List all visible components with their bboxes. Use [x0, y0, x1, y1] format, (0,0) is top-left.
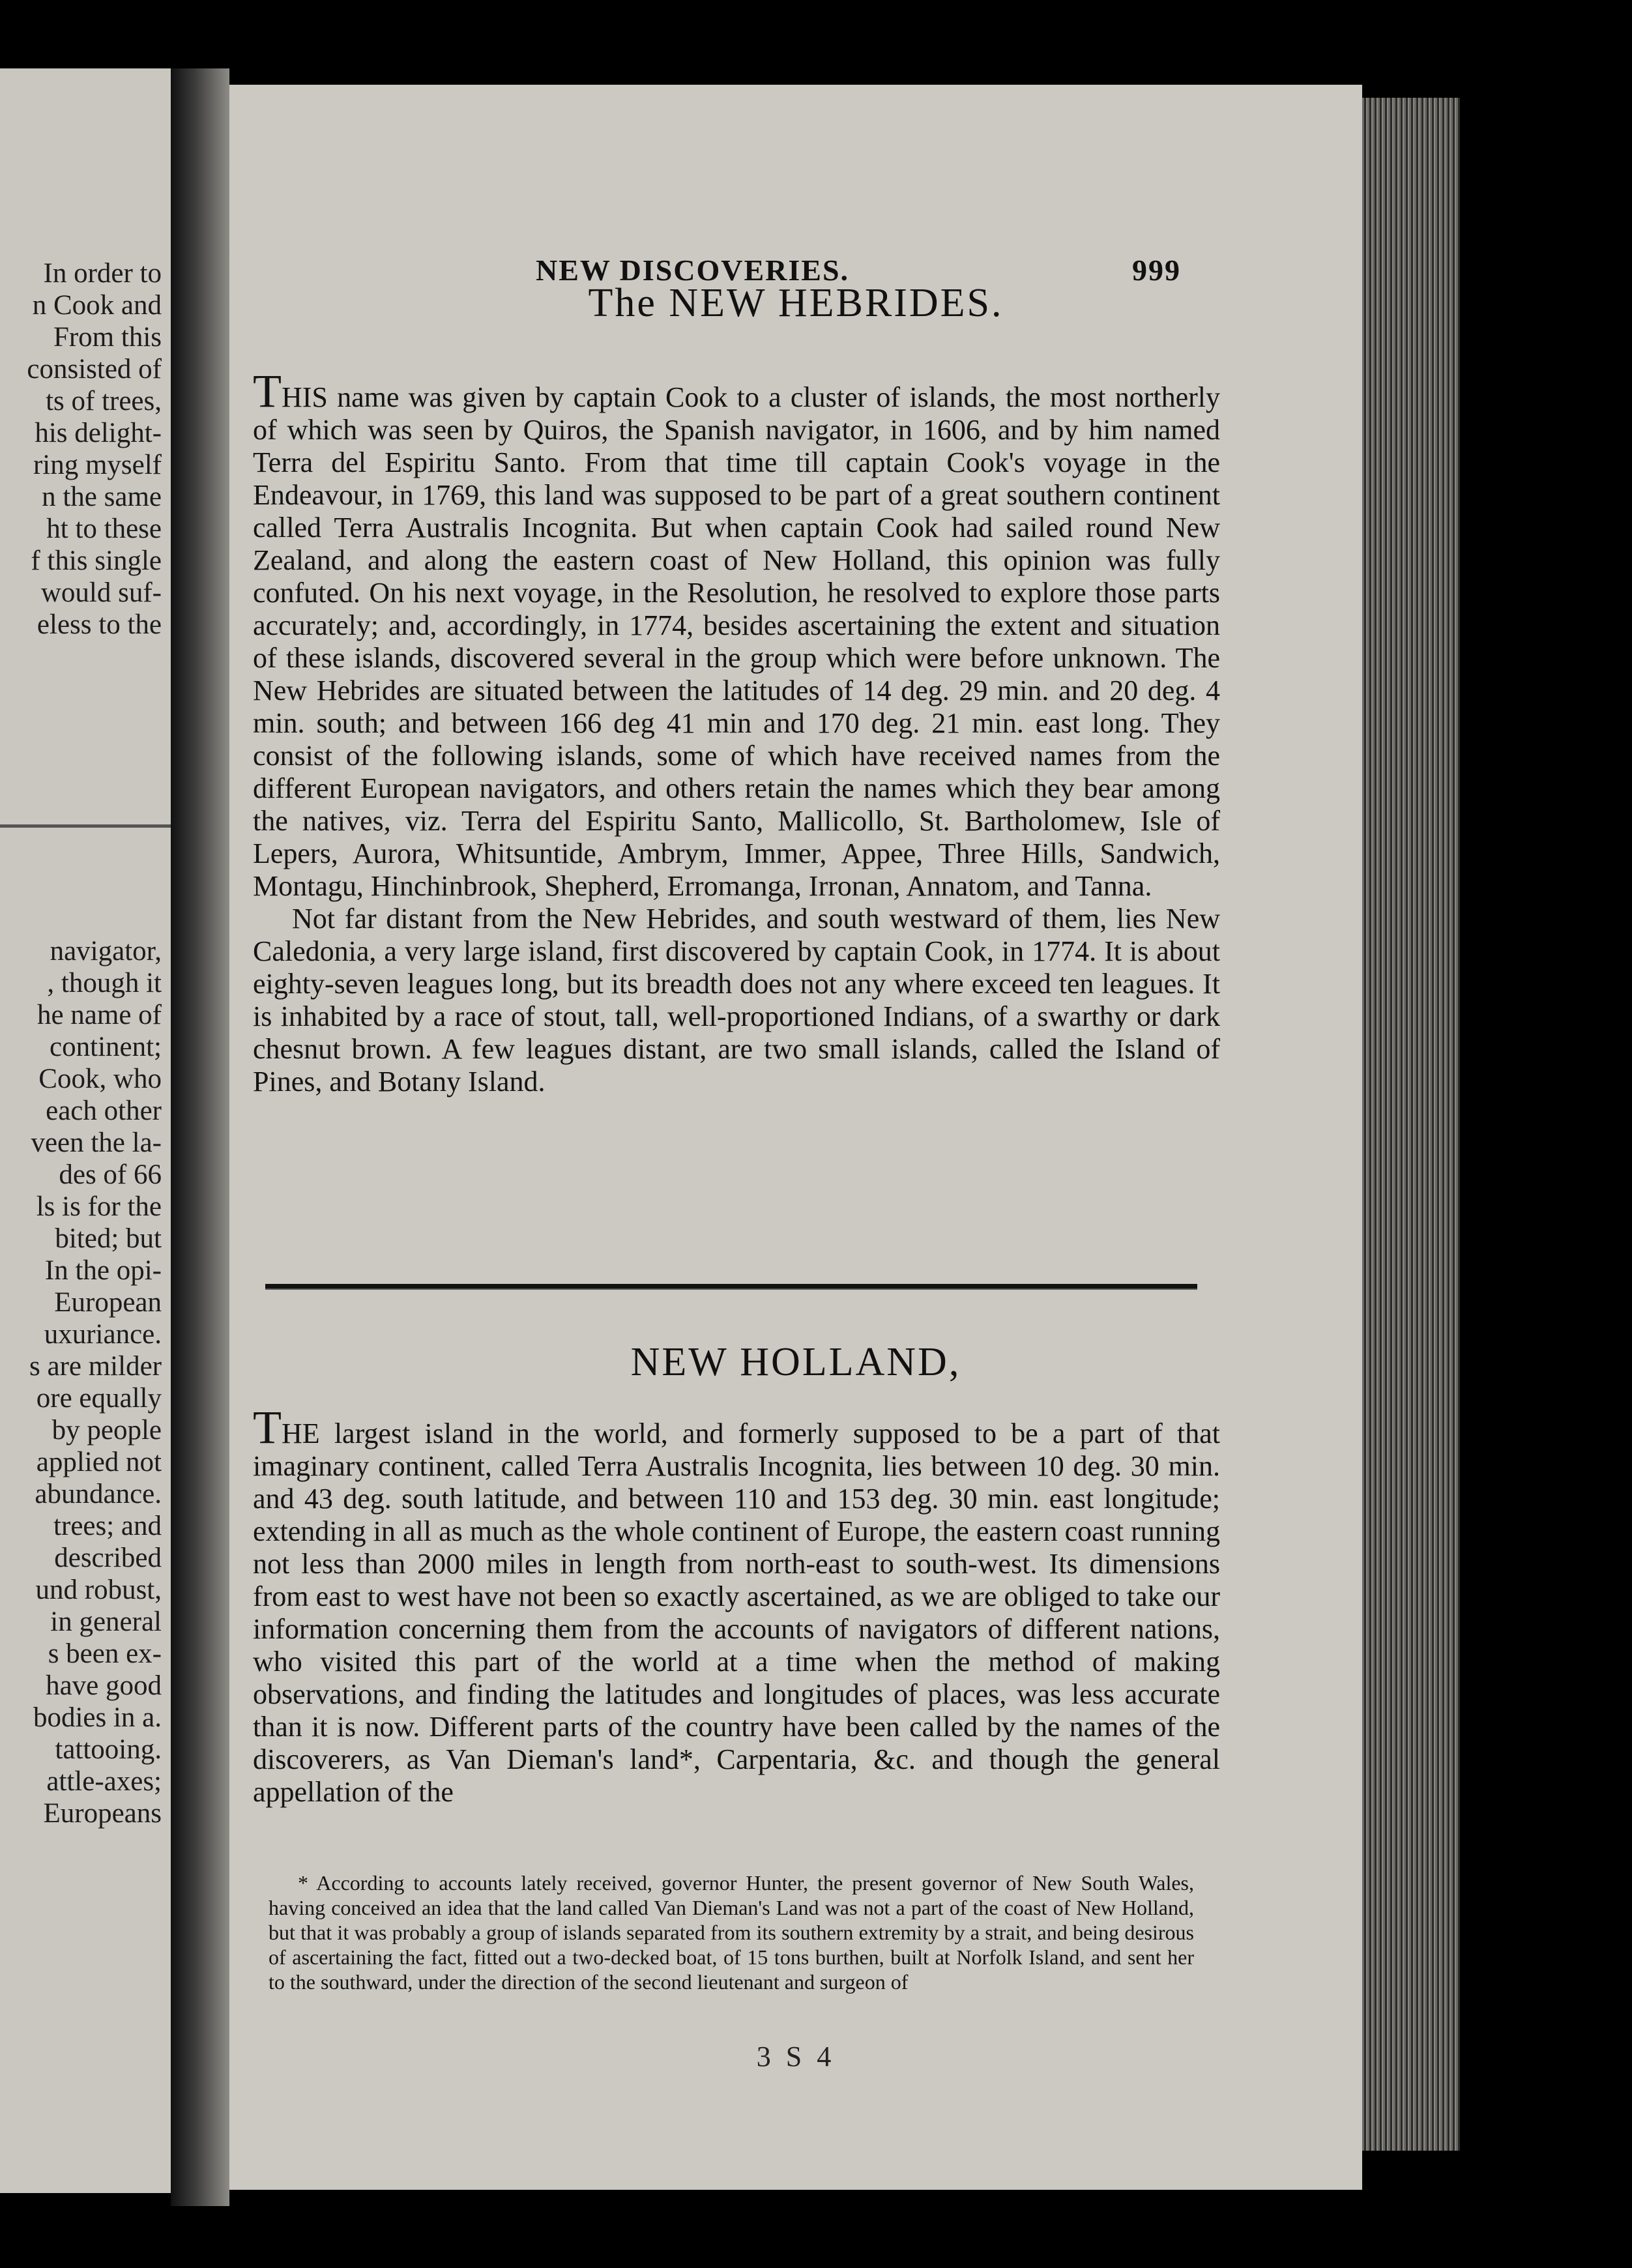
facing-page-line: veen the la- — [31, 1127, 162, 1158]
facing-page-line: would suf- — [40, 577, 162, 608]
new-holland-text — [253, 1401, 1220, 1809]
facing-page-line: European — [54, 1287, 162, 1318]
section-title-new-hebrides: The NEW HEBRIDES. — [588, 281, 1004, 325]
facing-page-line: bited; but — [55, 1223, 162, 1254]
drop-cap: T — [253, 1401, 282, 1453]
facing-page-line: by people — [51, 1415, 162, 1446]
facing-page-line: Europeans — [43, 1798, 162, 1829]
book-page — [229, 85, 1362, 2190]
page-number: 999 — [1132, 254, 1181, 287]
section-title-new-holland: NEW HOLLAND, — [630, 1340, 961, 1384]
facing-page-text-bottom — [0, 935, 162, 1829]
facing-page-line: , though it — [47, 968, 162, 998]
facing-page-line: applied not — [36, 1447, 162, 1477]
facing-page-line: n Cook and — [32, 290, 162, 321]
facing-page-line: ring myself — [33, 450, 162, 480]
facing-page-line: attle-axes; — [46, 1766, 162, 1797]
new-holland-paragraph-1: THE largest island in the world, and formerly supposed to be a part of that imaginary continent, called Terra Australis Incognita, lies between 10 deg. 30 min. and 43 deg. south latitude, and between 110 and 153 deg. 30 min. east longitude; extending in all as much as the whole continent of Europe, the eastern coast running not less than 2000 miles in length from north-east to south-west. Its dimensions from east to west have not been so exactly ascertained, as we are obliged to take our information concerning them from the accounts of navigators of different nations, who visited this part of the world at a time when the method of making observations, and finding the latitudes and longitudes of places, was less accurate than it is now. Different parts of the country have been called by the names of the discoverers, as Van Dieman's land*, Carpentaria, &c. and though the general appellation of the — [253, 1401, 1220, 1808]
drop-cap: T — [253, 365, 282, 417]
facing-page-line: uxuriance. — [44, 1319, 162, 1350]
facing-page-line: In the opi- — [44, 1255, 162, 1286]
facing-page-line: From this — [53, 322, 162, 353]
facing-page-line: each other — [46, 1096, 162, 1126]
new-hebrides-paragraph-2: Not far distant from the New Hebrides, and south westward of them, lies New Caledonia, a very large island, first discovered by captain Cook, in 1774. It is about eighty-seven leagues long, but its breadth does not any where exceed ten leagues. It is inhabited by a race of stout, tall, well-proportioned Indians, of a swarthy or dark chesnut brown. A few leagues distant, are two small islands, called the Island of Pines, and Botany Island. — [253, 903, 1220, 1098]
facing-page-line: he name of — [36, 1000, 162, 1030]
facing-page-line: in general — [50, 1606, 162, 1637]
footnote: * According to accounts lately received, governor Hunter, the present governor of New South Wales, having conceived an idea that the land called Van Dieman's Land was not a part of the coast of New Holland, but that it was probably a group of islands separated from its southern extremity by a strait, and being desirous of ascertaining the fact, fitted out a two-decked boat, of 15 tons burthen, built at Norfolk Island, and sent her to the southward, under the direction of the second lieutenant and surgeon of — [269, 1871, 1194, 1994]
facing-page-line: des of 66 — [59, 1159, 162, 1190]
book-gutter — [171, 68, 229, 2206]
facing-page-line: f this single — [31, 545, 162, 576]
section-divider — [265, 1284, 1197, 1290]
facing-page-line: s been ex- — [48, 1638, 162, 1669]
facing-page-line: have good — [46, 1670, 162, 1701]
facing-page-text-top — [0, 257, 162, 641]
facing-page-line: ls is for the — [36, 1191, 162, 1222]
signature-mark: 3 S 4 — [756, 2041, 836, 2072]
facing-page-line: n the same — [42, 482, 162, 512]
facing-page-line: ht to these — [46, 514, 162, 544]
facing-page-rule — [0, 824, 171, 828]
facing-page-left — [0, 68, 171, 2193]
facing-page-line: continent; — [50, 1032, 162, 1062]
facing-page-line: consisted of — [27, 354, 162, 385]
facing-page-line: bodies in a. — [33, 1702, 162, 1733]
page-edges — [1362, 98, 1460, 2151]
running-head-title: NEW DISCOVERIES. — [536, 254, 850, 287]
facing-page-line: trees; and — [53, 1511, 162, 1541]
facing-page-line: s are milder — [29, 1351, 162, 1382]
facing-page-line: Cook, who — [38, 1064, 162, 1094]
facing-page-line: und robust, — [35, 1575, 162, 1605]
new-hebrides-paragraph-1: THIS name was given by captain Cook to a cluster of islands, the most northerly of which was seen by Quiros, the Spanish navigator, in 1606, and by him named Terra del Espiritu Santo. From that time till captain Cook's voyage in the Endeavour, in 1769, this land was supposed to be part of a great southern continent called Terra Australis Incognita. But when captain Cook had sailed round New Zealand, and along the eastern coast of New Holland, this opinion was fully confuted. On his next voyage, in the Resolution, he resolved to explore those parts accurately; and, accordingly, in 1774, besides ascertaining the extent and situation of these islands, discovered several in the group which were before unknown. The New Hebrides are situated between the latitudes of 14 deg. 29 min. and 20 deg. 4 min. south; and between 166 deg 41 min and 170 deg. 21 min. east long. They consist of the following islands, some of which have received names from the different European navigators, and others retain the names which they bear among the natives, viz. Terra del Espiritu Santo, Mallicollo, St. Bartholomew, Isle of Lepers, Aurora, Whitsuntide, Ambrym, Immer, Appee, Three Hills, Sandwich, Montagu, Hinchinbrook, Shepherd, Erromanga, Irronan, Annatom, and Tanna. — [253, 365, 1220, 902]
facing-page-line: eless to the — [36, 609, 162, 640]
facing-page-line: navigator, — [50, 936, 162, 967]
facing-page-line: ore equally — [36, 1383, 162, 1414]
facing-page-line: abundance. — [35, 1479, 162, 1509]
facing-page-line: ts of trees, — [46, 386, 162, 416]
facing-page-line: In order to — [43, 258, 162, 289]
facing-page-line: his delight- — [35, 418, 162, 448]
new-hebrides-text — [253, 365, 1220, 1098]
facing-page-line: tattooing. — [55, 1734, 162, 1765]
facing-page-line: described — [54, 1543, 162, 1573]
